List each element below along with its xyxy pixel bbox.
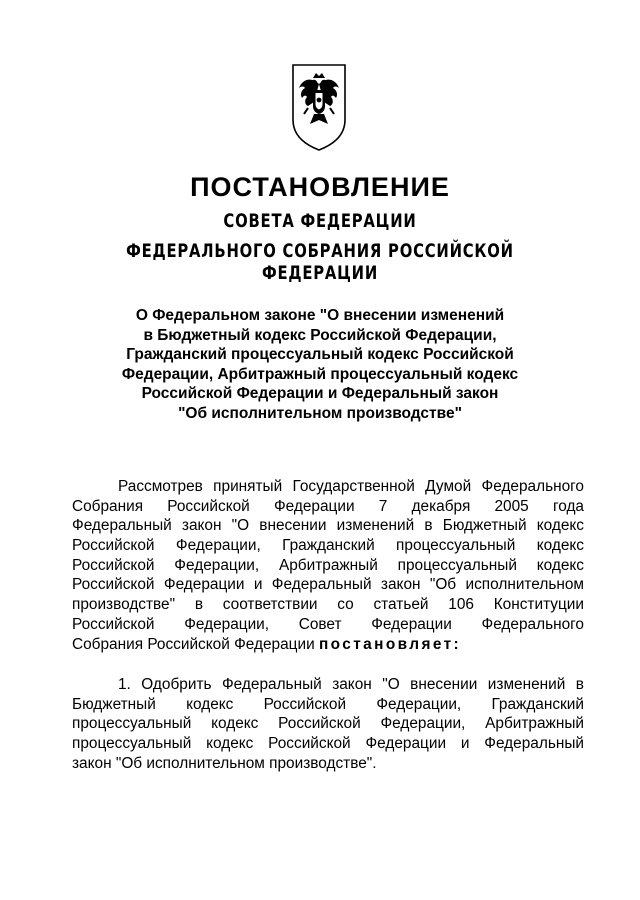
subject-line: Гражданский процессуальный кодекс Российской (126, 346, 514, 364)
item-line: закон "Об исполнительном производстве". (72, 754, 377, 772)
preamble-line: Российской Федерации, Совет Федерации Федерального (72, 615, 584, 633)
issuer-line-1: СОВЕТА ФЕДЕРАЦИИ (223, 210, 417, 232)
subject-line: в Бюджетный кодекс Российской Федерации, (143, 326, 497, 344)
item-line: процессуальный кодекс Российской Федерации, Арбитражный (72, 715, 584, 733)
preamble-line: Собрания Российской Федерации 7 декабря 2005 года (72, 497, 584, 515)
item-line: 1. Одобрить Федеральный закон "О внесении изменений в (118, 676, 584, 693)
issuer-line-2: ФЕДЕРАЛЬНОГО СОБРАНИЯ РОССИЙСКОЙ ФЕДЕРАЦИИ (126, 240, 514, 284)
document-title: ПОСТАНОВЛЕНИЕ (190, 172, 450, 202)
subject-line: О Федеральном законе "О внесении изменений (135, 307, 505, 324)
preamble-line: Российской Федерации и Федеральный закон "Об исполнительном (72, 576, 584, 594)
subject-line: Федерации, Арбитражный процессуальный кодекс (121, 365, 519, 383)
preamble-line: Российской Федерации, Гражданский процессуальный кодекс (72, 537, 584, 555)
preamble-line: Федеральный закон "О внесении изменений в Бюджетный кодекс (72, 517, 584, 535)
preamble-paragraph (72, 477, 584, 654)
item-1-paragraph (72, 675, 584, 773)
item-line: Бюджетный кодекс Российской Федерации, Гражданский (72, 695, 584, 713)
item-line: процессуальный кодекс Российской Федерации и Федеральный (72, 735, 584, 753)
subject-line: Российской Федерации и Федеральный закон (141, 385, 499, 403)
subject-line: "Об исполнительном производстве" (178, 404, 462, 422)
decision-word: постановляет: (318, 635, 462, 653)
coat-of-arms-icon (290, 62, 348, 152)
document-subject (70, 306, 570, 424)
preamble-line: Рассмотрев принятый Государственной Думой Федерального (118, 478, 584, 495)
preamble-last-line-text: Собрания Российской Федерации (72, 635, 315, 653)
preamble-line: Российской Федерации, Арбитражный процессуальный кодекс (72, 556, 584, 574)
preamble-line (72, 635, 584, 655)
preamble-line: производстве" в соответствии со статьей 106 Конституции (72, 596, 584, 614)
